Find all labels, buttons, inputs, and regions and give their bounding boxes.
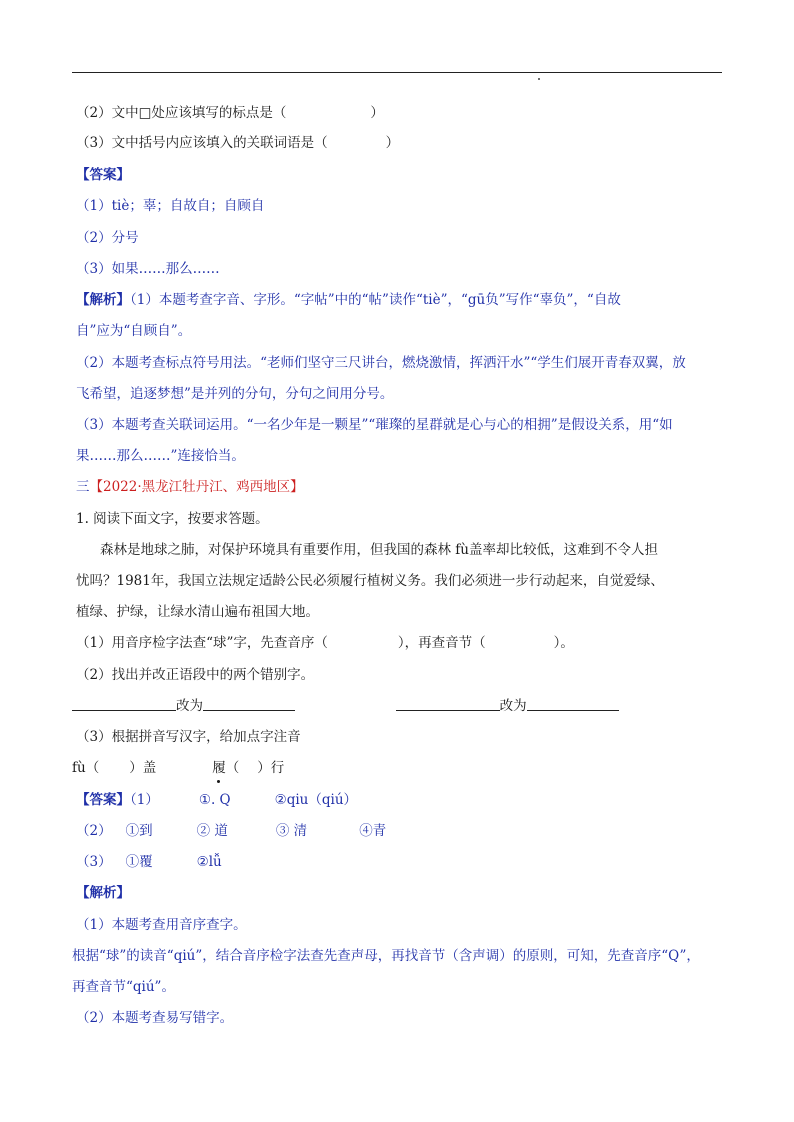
analysis-2-item-1-detail: 根据“球”的读音“qiú”，结合音序检字法查先查声母，再找音节（含声调）的原则，可知，先查音序“Q”， bbox=[72, 948, 700, 964]
answer-2-line-2: （2） ①到 ② 道 ③ 清 ④青 bbox=[76, 823, 387, 839]
question-2: （2）文中□处应该填写的标点是（ ） bbox=[76, 105, 384, 121]
answer-2-line-3: （3） ①覆 ②lǚ bbox=[76, 854, 222, 870]
blank-correct-2[interactable] bbox=[527, 697, 619, 711]
blank-wrong-1[interactable] bbox=[72, 697, 176, 711]
analysis-2-label: 【解析】 bbox=[76, 885, 130, 901]
stray-dot bbox=[538, 78, 540, 80]
question-3: （3）文中括号内应该填入的关联词语是（ ） bbox=[76, 135, 400, 151]
analysis-2: （2）本题考查标点符号用法。“老师们坚守三尺讲台，燃烧激情，挥洒汗水”“学生们展开青春双翼，放 bbox=[76, 355, 686, 371]
section-heading: 三【2022·黑龙江牡丹江、鸡西地区】 bbox=[76, 479, 304, 495]
dotted-char-lv: 履 bbox=[212, 760, 226, 776]
analysis-3: （3）本题考查关联词运用。“一名少年是一颗星”“璀璨的星群就是心与心的相拥”是假设关系，用“如 bbox=[76, 417, 673, 433]
sub-question-1: （1）用音序检字法查“球”字，先查音序（ ），再查音节（ ）。 bbox=[76, 635, 574, 651]
sub-question-3: （3）根据拼音写汉字，给加点字注音 bbox=[76, 729, 301, 745]
passage-line-1: 森林是地球之肺，对保护环境具有重要作用，但我国的森林 fù盖率却比较低，这难到不令人担 bbox=[100, 542, 658, 558]
blank-correct-1[interactable] bbox=[203, 697, 295, 711]
answer-label: 【答案】 bbox=[76, 167, 130, 183]
pinyin-row: fù（ ）盖 履（ ）行 bbox=[72, 760, 285, 776]
answer-2-line-1: 【答案】（1） ①. Q ②qiu（qiú） bbox=[76, 792, 358, 808]
item-1-prompt: 1. 阅读下面文字，按要求答题。 bbox=[76, 511, 269, 527]
analysis-2-item-2: （2）本题考查易写错字。 bbox=[76, 1010, 234, 1026]
blank-wrong-2[interactable] bbox=[396, 697, 500, 711]
passage-line-2: 忧吗？1981年，我国立法规定适龄公民必须履行植树义务。我们必须进一步行动起来，自觉爱绿、 bbox=[76, 573, 664, 589]
analysis-2-item-1-detail-cont: 再查音节“qiú”。 bbox=[72, 979, 175, 995]
analysis-3-cont: 果……那么……”连接恰当。 bbox=[76, 448, 245, 464]
correction-row: 改为 改为 bbox=[72, 697, 619, 715]
analysis-2-item-1: （1）本题考查用音序查字。 bbox=[76, 917, 247, 933]
sub-question-2: （2）找出并改正语段中的两个错别字。 bbox=[76, 667, 315, 683]
answer-3: （3）如果……那么…… bbox=[76, 261, 220, 277]
analysis-2-cont: 飞希望，追逐梦想”是并列的分句，分句之间用分号。 bbox=[76, 386, 394, 402]
answer-2: （2）分号 bbox=[76, 230, 139, 246]
analysis-1-cont: 自”应为“自顾自”。 bbox=[76, 323, 192, 339]
header-rule bbox=[72, 72, 722, 73]
analysis-1: 【解析】（1）本题考查字音、字形。“字帖”中的“帖”读作“tiè”，“gū负”写作“辜负”，“自故 bbox=[76, 292, 621, 308]
answer-1: （1）tiè；辜；自故自；自顾自 bbox=[76, 198, 265, 214]
passage-line-3: 植绿、护绿，让绿水清山遍布祖国大地。 bbox=[76, 604, 319, 620]
